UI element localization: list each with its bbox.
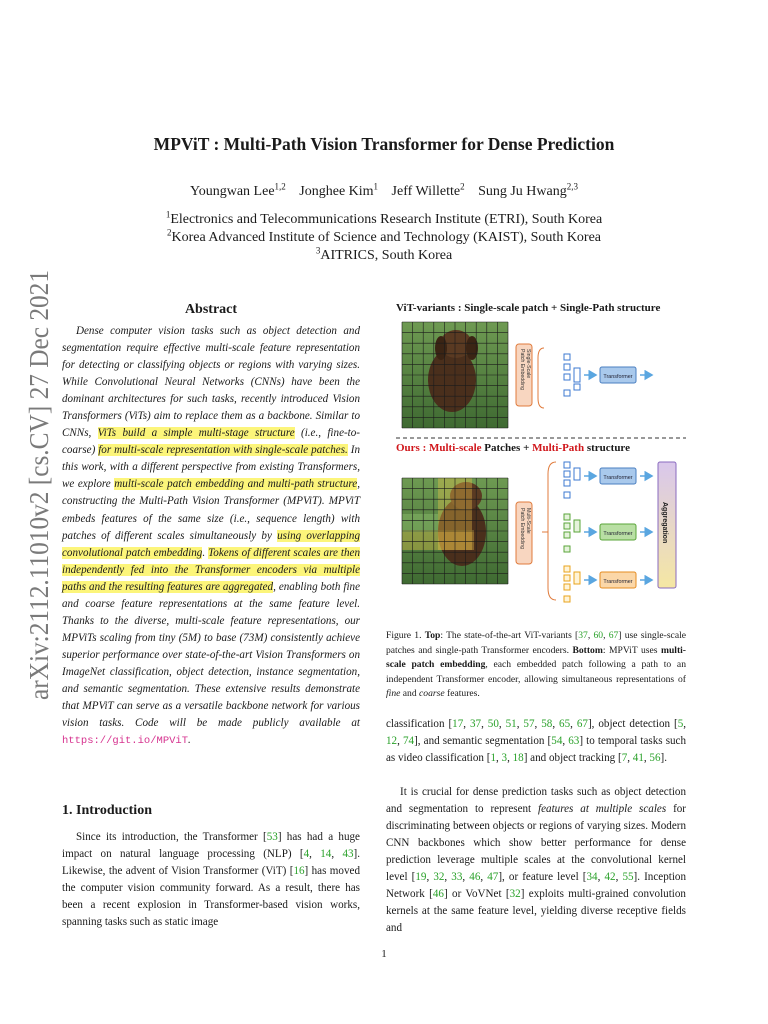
text-run: for discriminating between objects or regions of varying sizes. Modern CNN backbones which show better performance for dense prediction leverage multiple scales at the convolutional kernel level [ <box>386 803 687 884</box>
text-run: , <box>397 735 403 748</box>
affiliation: $^1$Electronics and Telecommunications Research Institute (ETRI), South Korea <box>165 209 603 227</box>
citation-link[interactable]: 32 <box>433 871 445 884</box>
text-run: . <box>202 546 209 559</box>
text-run: ] and object tracking [ <box>523 752 622 765</box>
citation-link[interactable]: 51 <box>505 718 517 730</box>
citation-link[interactable]: 65 <box>559 718 571 730</box>
text-run: , <box>627 752 633 765</box>
right-paragraph-1 <box>386 716 686 767</box>
text-run: In this work, with a different perspective from existing Transformers, we explore <box>62 444 361 491</box>
single-embed-label-line1: Single-Scale <box>525 349 531 379</box>
citation-link[interactable]: 33 <box>451 871 463 884</box>
citation-link[interactable]: 63 <box>568 735 580 748</box>
citation-link[interactable]: 19 <box>415 871 427 884</box>
text-run: Since its introduction, the Transformer [ <box>76 831 267 843</box>
transformer-label: Transformer <box>603 531 633 537</box>
citation-link[interactable]: 37 <box>578 630 588 641</box>
citation-link[interactable]: 14 <box>320 848 332 861</box>
intro-paragraph <box>62 829 360 931</box>
highlight: Tokens of different scales are then independently fed into the Transformer encoders via multiple paths and the resulting features are aggregated <box>62 546 361 593</box>
figure-top-heading: ViT-variants : Single-scale patch + Single-Path structure <box>396 302 661 314</box>
citation-link[interactable]: 12 <box>386 735 398 748</box>
figure-1 <box>386 318 692 620</box>
affiliation: $^3$AITRICS, South Korea <box>315 245 453 263</box>
arxiv-stamp-text: arXiv:2112.11010v2 [cs.CV] 27 Dec 2021 <box>24 268 54 700</box>
text-run: coarse <box>419 688 445 700</box>
text-run: Patches + <box>481 442 533 454</box>
text-run: ] or VoVNet [ <box>443 888 510 901</box>
right-paragraph-2 <box>386 784 686 937</box>
author: Youngwan Lee$^{1,2}$ <box>190 181 286 199</box>
text-run: ] use single-scale patches and single-path Transformer encoders. <box>386 630 686 656</box>
text-run: ]. <box>660 752 667 765</box>
author: Sung Ju Hwang$^{2,3}$ <box>478 181 578 199</box>
transformer-block-top <box>600 367 636 383</box>
highlight: using overlapping convolutional patch embedding <box>62 529 360 559</box>
citation-link[interactable]: 42 <box>604 871 616 884</box>
text-run: , <box>462 871 470 884</box>
citation-link[interactable]: 67 <box>608 630 619 641</box>
text-run: , <box>643 752 650 765</box>
text-run: , <box>309 848 321 861</box>
text-run: features. <box>444 688 480 700</box>
text-run: ], and semantic segmentation [ <box>414 735 552 748</box>
text-run: , <box>516 718 524 730</box>
arxiv-stamp <box>12 268 60 708</box>
citation-link[interactable]: 18 <box>512 752 524 765</box>
citation-link[interactable]: 32 <box>509 888 521 901</box>
emphasis-red: Multi-Path <box>532 442 585 454</box>
figure-caption <box>386 629 686 702</box>
citation-link[interactable]: 37 <box>469 718 482 730</box>
citation-link[interactable]: 7 <box>621 752 628 765</box>
multi-scale-patch-embedding-box <box>516 502 532 564</box>
text-run: , <box>507 752 513 765</box>
text-run: , <box>426 871 434 884</box>
text-run: , <box>331 848 343 861</box>
text-run: Bottom <box>572 644 603 656</box>
citation-link[interactable]: 56 <box>649 752 661 765</box>
text-run: Top <box>424 630 441 641</box>
text-run: , <box>603 630 609 641</box>
citation-link[interactable]: 16 <box>293 865 305 878</box>
paper-title: MPViT : Multi-Path Vision Transformer for Dense Prediction <box>153 134 615 154</box>
text-run: , <box>480 871 488 884</box>
text-run: structure <box>584 442 631 454</box>
transformer-block-path2 <box>600 524 636 540</box>
transformer-block-path3 <box>600 572 636 588</box>
citation-link[interactable]: 46 <box>432 888 444 901</box>
emphasis-red: Ours : <box>396 442 429 454</box>
text-run: , <box>495 752 502 765</box>
text-run: multi-scale patch embedding <box>386 644 687 671</box>
text-run: classification [ <box>386 718 453 730</box>
author: Jonghee Kim$^1$ <box>299 181 379 199</box>
text-run: , <box>534 718 542 730</box>
text-run: fine <box>386 688 401 700</box>
text-run: ]. Inception Network [ <box>386 871 686 901</box>
single-embed-label-line2: Patch Embedding <box>519 349 525 390</box>
text-run: , <box>570 718 577 730</box>
citation-link[interactable]: 43 <box>342 848 354 861</box>
affiliation: $^2$Korea Advanced Institute of Science and Technology (KAIST), South Korea <box>166 227 602 245</box>
citation-link[interactable]: 55 <box>622 871 634 884</box>
page-number: 1 <box>381 948 387 960</box>
aggregation-block <box>658 462 676 588</box>
multi-embed-label-line2: Patch Embedding <box>519 508 525 549</box>
transformer-label: Transformer <box>603 374 633 380</box>
text-run: , <box>683 718 687 730</box>
token-column-top <box>564 354 580 396</box>
aggregation-label: Aggregation <box>661 502 668 544</box>
text-run: ] has had a huge impact on natural language processing (NLP) [ <box>62 831 360 861</box>
token-column-path1 <box>564 462 580 498</box>
text-run: , <box>562 735 569 748</box>
citation-link[interactable]: 67 <box>576 718 588 730</box>
text-run: ] to temporal tasks such as video classification [ <box>386 735 687 765</box>
text-run: It is crucial for dense prediction tasks such as object detection and segmentation to represent <box>386 786 686 816</box>
text-run: Figure 1. <box>386 630 425 641</box>
citation-link[interactable]: 58 <box>541 718 553 730</box>
highlight: ViTs build a simple multi-stage structure <box>97 427 295 440</box>
citation-link[interactable]: 1 <box>490 752 496 765</box>
single-scale-patch-embedding-box <box>516 344 532 406</box>
token-column-path2 <box>564 514 580 552</box>
citation-link[interactable]: 5 <box>677 718 684 730</box>
text-run: features at multiple scales <box>538 803 667 816</box>
text-run: ] has moved the computer vision community forward. As a result, there has been a recent explosion in Transformer-based vision works, spanning tasks such as static image <box>62 865 360 929</box>
text-run: , <box>587 630 594 641</box>
text-run: ], or feature level [ <box>498 871 587 884</box>
text-run: , <box>597 871 605 884</box>
citation-link[interactable]: 53 <box>266 831 278 843</box>
abstract-heading: Abstract <box>184 302 238 317</box>
transformer-label: Transformer <box>603 579 633 585</box>
text-run: , <box>444 871 452 884</box>
citation-link[interactable]: 4 <box>303 848 310 861</box>
text-run: , <box>463 718 470 730</box>
text-run: (i.e., fine-to-coarse) <box>62 427 361 457</box>
text-run: , <box>615 871 623 884</box>
token-column-path3 <box>564 566 580 602</box>
text-run: . <box>188 734 191 747</box>
text-run: ]. Likewise, the advent of Vision Transformer (ViT) [ <box>62 848 361 878</box>
author-list <box>0 181 768 200</box>
highlight: multi-scale patch embedding and multi-path structure <box>114 478 358 491</box>
text-run: , constructing the Multi-Path Vision Transformer (MPViT). MPViT embeds features of the same size (i.e., sequence length) with patches of different scales simultaneously by <box>62 478 360 542</box>
citation-link[interactable]: 3 <box>501 752 508 765</box>
multi-embed-label-line1: Multi-Scale <box>525 508 531 534</box>
code-url-link[interactable]: https://git.io/MPViT <box>62 735 189 748</box>
text-run: , <box>498 718 506 730</box>
text-run: , <box>481 718 488 730</box>
citation-link[interactable]: 46 <box>469 871 481 884</box>
abstract-text <box>62 323 360 750</box>
text-run: , each embedded patch following a path to an independent Transformer encoder, allowing simultaneous representations of <box>386 659 686 685</box>
emphasis-red: Multi-scale <box>429 442 482 454</box>
bracket-top <box>538 348 544 408</box>
citation-link[interactable]: 60 <box>593 630 604 641</box>
transformer-block-path1 <box>600 468 636 484</box>
citation-link[interactable]: 57 <box>523 718 535 730</box>
text-run: Dense computer vision tasks such as object detection and segmentation require effective multi-scale feature representation for detecting or classifying objects or regions with varying sizes. While Convolutional Neural Networks (CNNs) have been the dominant architectures for such tasks, recently introduced Vision Transformers (ViTs) aim to replace them as a backbone. Similar to CNNs, <box>62 325 360 440</box>
citation-link[interactable]: 54 <box>551 735 563 748</box>
text-run: and <box>400 688 420 700</box>
citation-link[interactable]: 41 <box>632 752 644 765</box>
author: Jeff Willette$^2$ <box>391 181 465 199</box>
text-run: : The state-of-the-art ViT-variants [ <box>440 630 579 641</box>
citation-link[interactable]: 34 <box>586 871 598 884</box>
text-run: ] exploits multi-grained convolution kernels at the same feature level, yielding diverse receptive fields and <box>386 888 686 935</box>
text-run: ], object detection [ <box>587 718 678 730</box>
citation-link[interactable]: 50 <box>487 718 499 730</box>
text-run: , <box>552 718 560 730</box>
transformer-label: Transformer <box>603 475 633 481</box>
section-heading-introduction: 1. Introduction <box>62 803 152 818</box>
text-run: , enabling both fine and coarse feature representations at the same feature level. Thanks to the diverse, multi-scale feature representations, our MPViTs scaling from tiny (5M) to base (73M) consistently achieve superior performance over state-of-the-art Vision Transformers on ImageNet classification, object detection, instance segmentation, and semantic segmentation. These extensive results demonstrate that MPViT can serve as a versatile backbone network for various vision tasks. Code will be made publicly available at <box>62 580 360 730</box>
citation-link[interactable]: 17 <box>452 718 464 730</box>
citation-link[interactable]: 74 <box>402 735 415 748</box>
highlight: for multi-scale representation with single-scale patches. <box>98 444 348 457</box>
text-run: : MPViT uses <box>602 644 661 656</box>
citation-link[interactable]: 47 <box>487 871 499 884</box>
bracket-bottom <box>542 462 556 600</box>
